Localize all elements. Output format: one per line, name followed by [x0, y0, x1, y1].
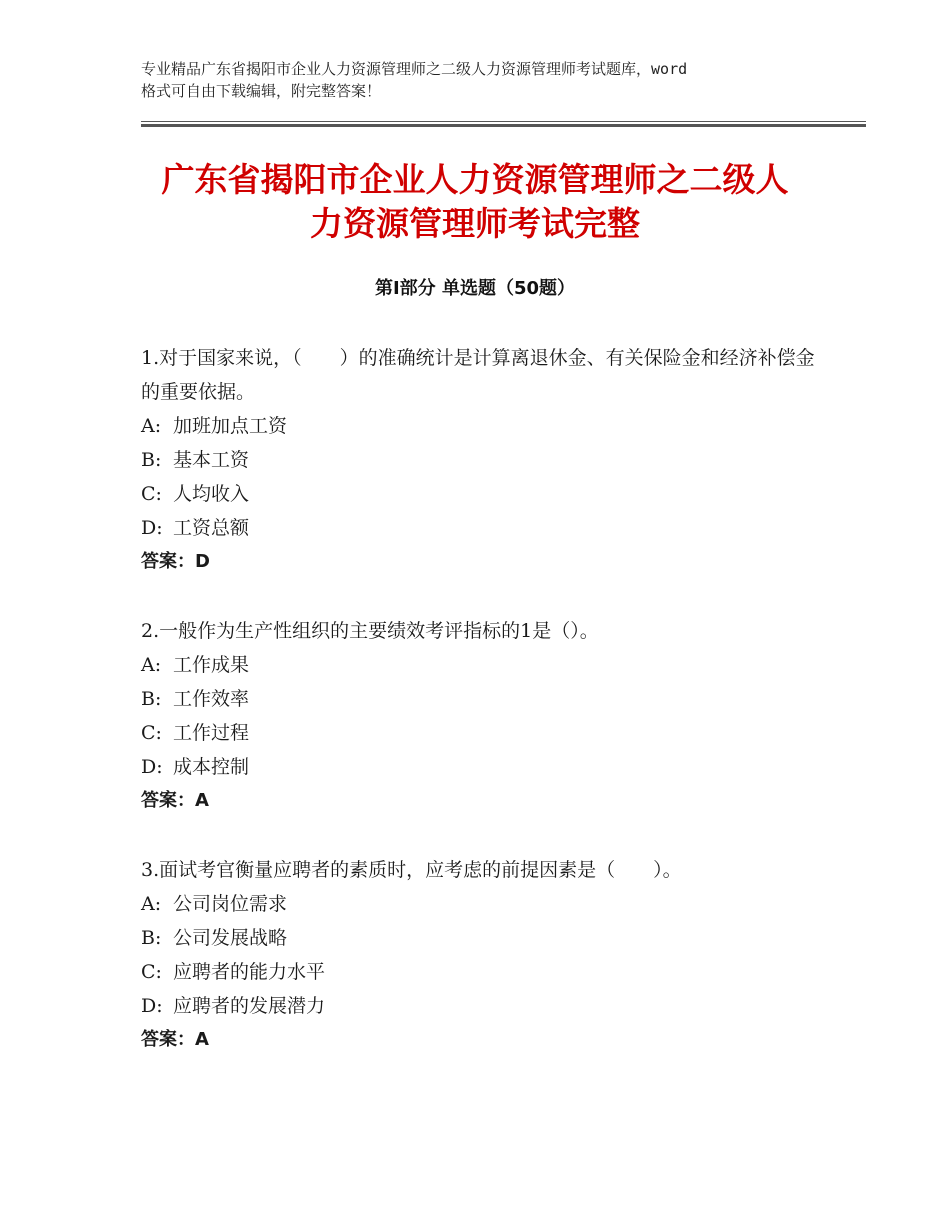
- option-letter: D:: [141, 995, 163, 1017]
- header-divider-thin: [141, 121, 866, 122]
- option-text: 人均收入: [173, 483, 250, 505]
- option-letter: D:: [141, 756, 163, 778]
- answer-label: 答案：A: [141, 1029, 209, 1050]
- option-text: 公司发展战略: [173, 927, 288, 949]
- option-b: [141, 443, 821, 477]
- document-title: [100, 158, 850, 246]
- answer-label: 答案：D: [141, 551, 210, 572]
- question-1: [141, 341, 821, 579]
- option-a: [141, 409, 821, 443]
- question-2: [141, 614, 821, 818]
- option-c: [141, 955, 821, 989]
- option-text: 应聘者的发展潜力: [173, 995, 326, 1017]
- option-text: 工作效率: [173, 688, 250, 710]
- header-line-2: 格式可自由下载编辑，附完整答案！: [141, 82, 382, 100]
- option-d: [141, 989, 821, 1023]
- option-letter: A:: [141, 893, 162, 915]
- option-c: [141, 716, 821, 750]
- option-letter: D:: [141, 517, 163, 539]
- option-d: [141, 750, 821, 784]
- question-stem: 2.一般作为生产性组织的主要绩效考评指标的1是（）。: [141, 620, 599, 642]
- question-stem: 3.面试考官衡量应聘者的素质时，应考虑的前提因素是（ ）。: [141, 859, 682, 881]
- header-line-1: 专业精品广东省揭阳市企业人力资源管理师之二级人力资源管理师考试题库，word: [141, 60, 688, 78]
- option-c: [141, 477, 821, 511]
- option-letter: C:: [141, 722, 162, 744]
- question-stem: 1.对于国家来说，（ ）的准确统计是计算离退休金、有关保险金和经济补偿金的重要依据。: [141, 347, 815, 403]
- document-header-note: [141, 58, 841, 102]
- option-b: [141, 682, 821, 716]
- option-text: 工作成果: [173, 654, 250, 676]
- option-d: [141, 511, 821, 545]
- option-text: 基本工资: [173, 449, 250, 471]
- option-letter: A:: [141, 654, 162, 676]
- option-letter: A:: [141, 415, 162, 437]
- option-letter: C:: [141, 483, 162, 505]
- option-letter: B:: [141, 927, 162, 949]
- answer-label: 答案：A: [141, 790, 209, 811]
- option-text: 公司岗位需求: [173, 893, 288, 915]
- question-3: [141, 853, 821, 1057]
- header-divider-thick: [141, 124, 866, 127]
- option-text: 成本控制: [173, 756, 250, 778]
- option-text: 应聘者的能力水平: [173, 961, 326, 983]
- title-line-1: 广东省揭阳市企业人力资源管理师之二级人: [161, 160, 789, 199]
- option-b: [141, 921, 821, 955]
- option-letter: B:: [141, 449, 162, 471]
- option-letter: B:: [141, 688, 162, 710]
- option-a: [141, 887, 821, 921]
- option-text: 工资总额: [173, 517, 250, 539]
- section-heading: 第Ⅰ部分 单选题（50题）: [374, 278, 575, 299]
- option-text: 工作过程: [173, 722, 250, 744]
- option-a: [141, 648, 821, 682]
- title-line-2: 力资源管理师考试完整: [310, 204, 640, 243]
- option-letter: C:: [141, 961, 162, 983]
- option-text: 加班加点工资: [173, 415, 288, 437]
